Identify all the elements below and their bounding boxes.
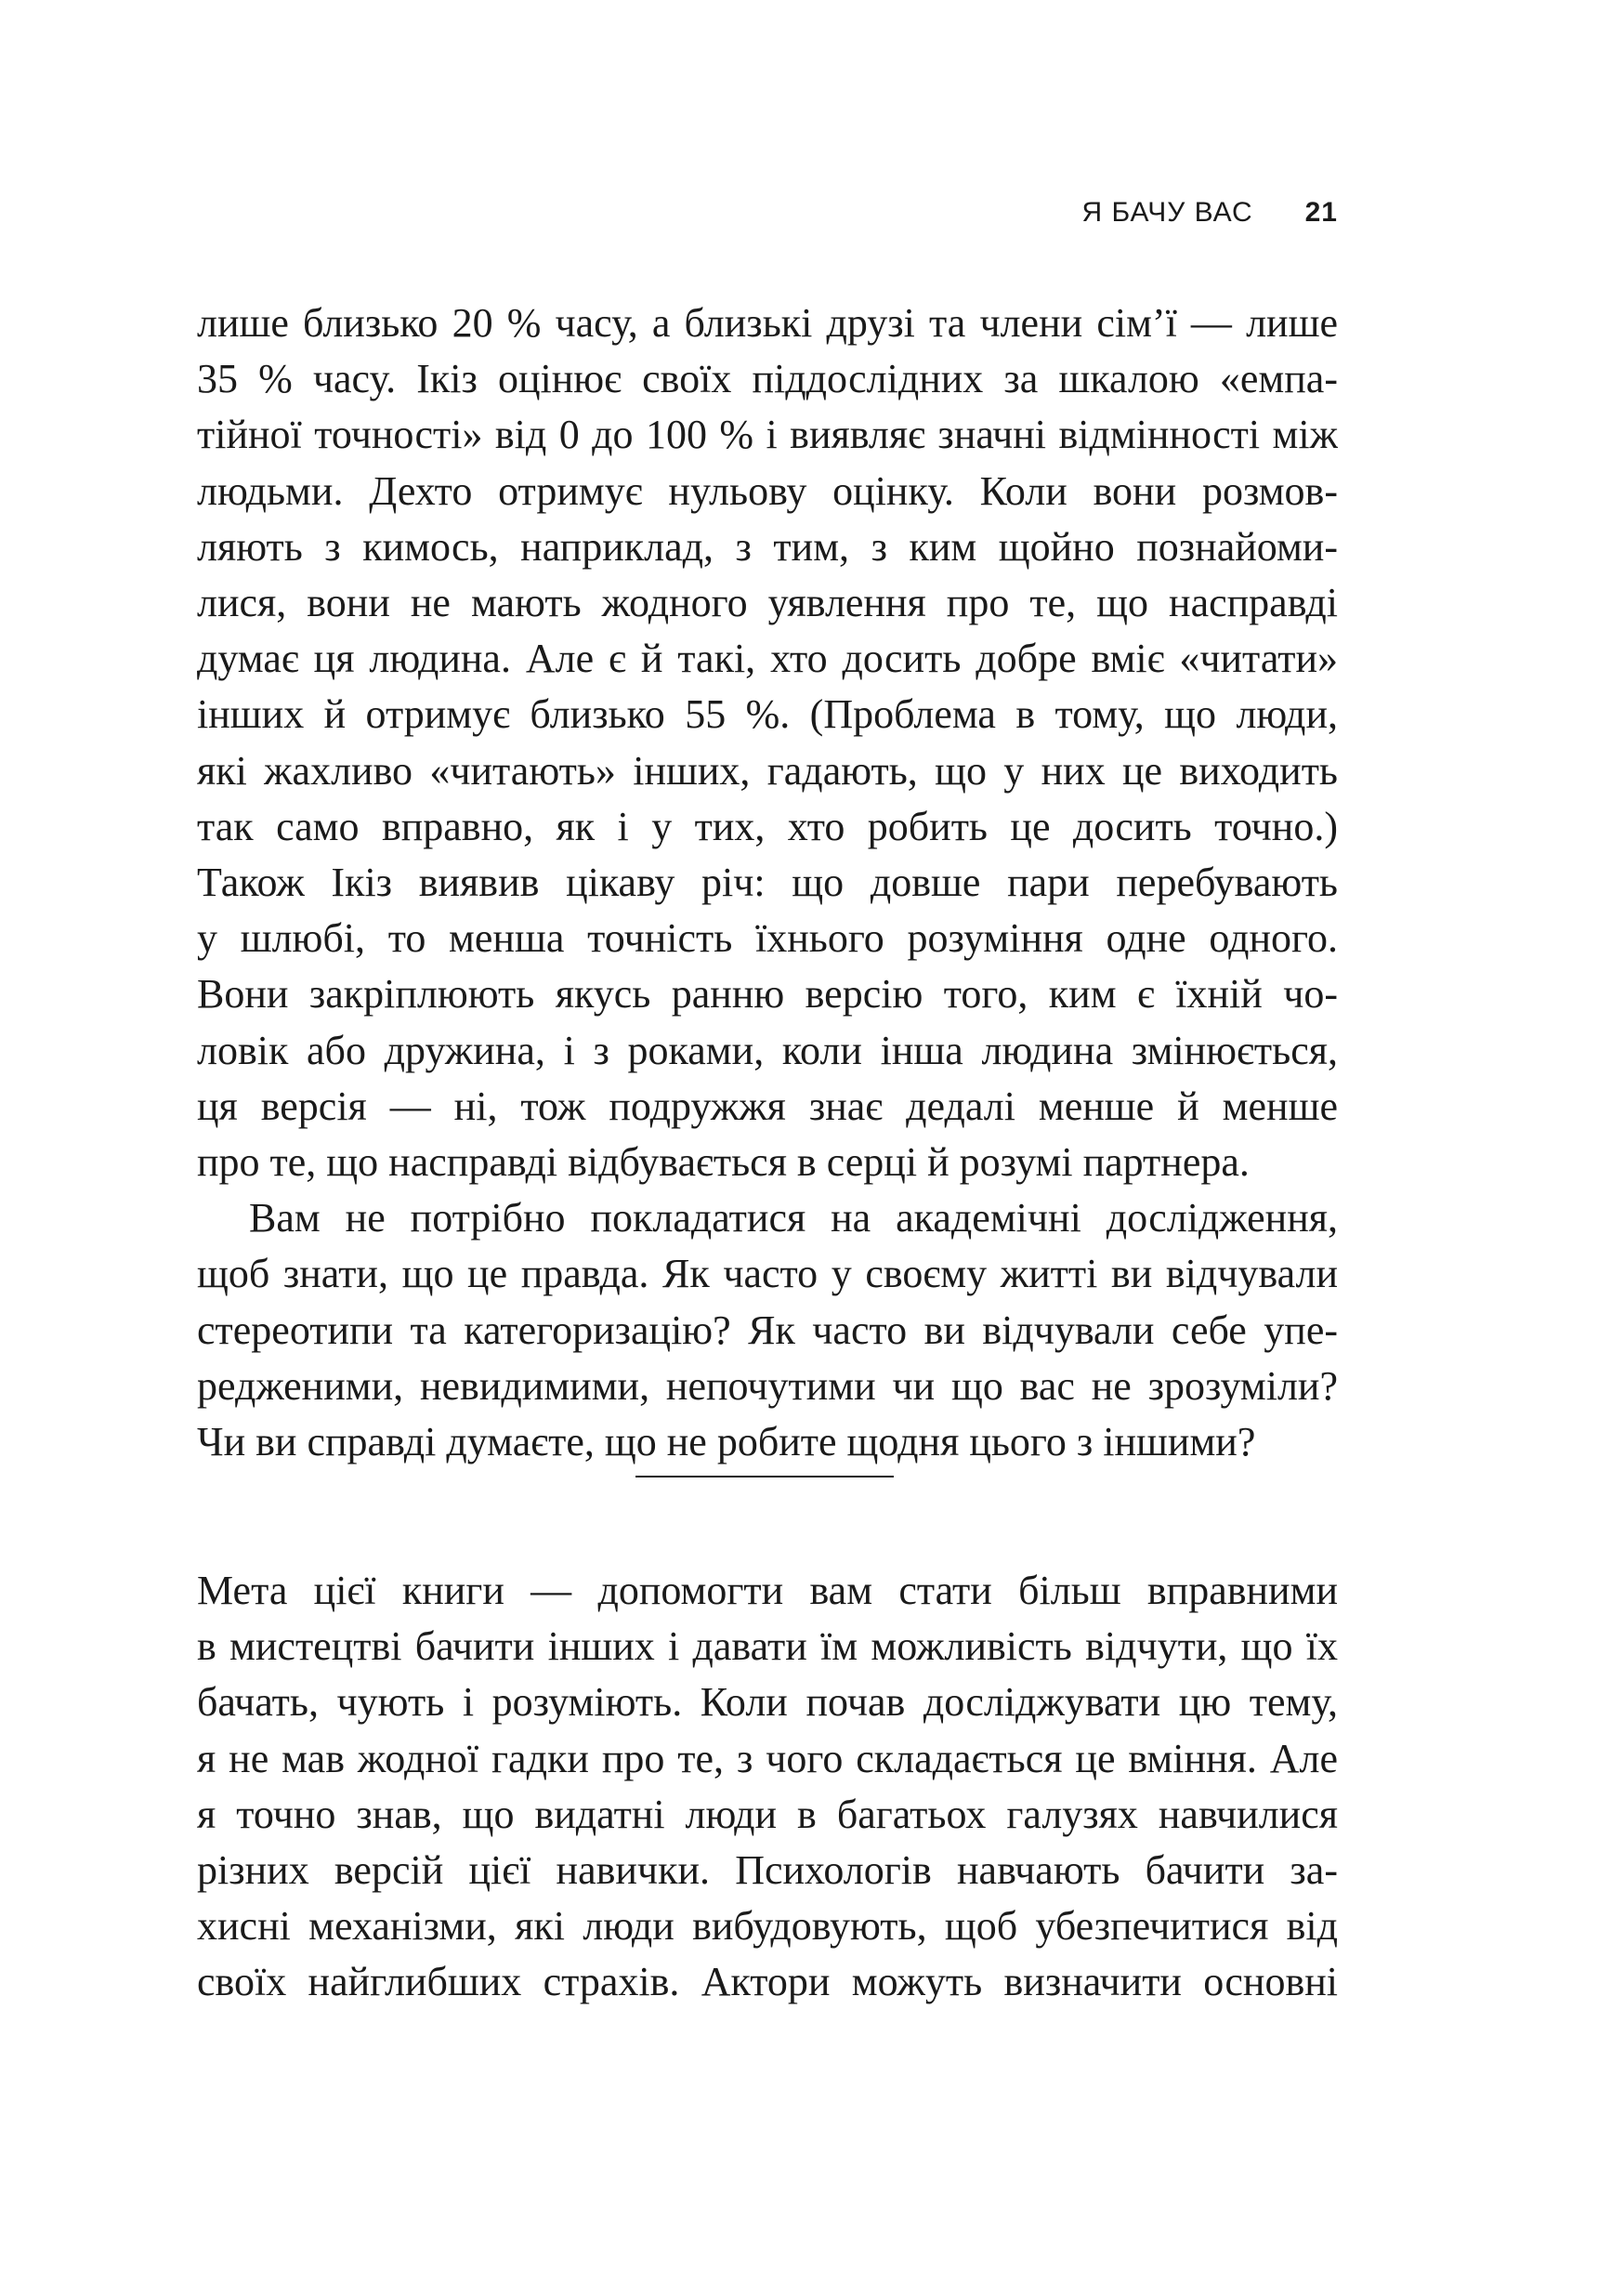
text-line: своїх найглибших страхів. Актори можуть визначити основні [197,1959,1338,2005]
body-text-top [197,295,1338,1470]
text-line: Чи ви справді думаєте, що не робите щодня цього з іншими? [197,1419,1256,1465]
text-line: людьми. Дехто отримує нульову оцінку. Коли вони розмов- [197,467,1338,514]
page-number: 21 [1304,197,1338,228]
text-line: так само вправно, як і у тих, хто робить це досить точно.) [197,803,1338,849]
text-line: про те, що насправді відбувається в серці й розумі партнера. [197,1139,1250,1186]
text-line: ляють з кимось, наприклад, з тим, з ким щойно познайоми- [197,523,1338,570]
running-header-title: Я БАЧУ ВАС [1081,197,1253,228]
text-line: тійної точності» від 0 до 100 % і виявляє значні відмінності між [197,412,1338,458]
text-line: Мета цієї книги — допомогти вам стати більш вправними [197,1568,1338,1613]
text-line: лися, вони не мають жодного уявлення про те, що насправді [197,580,1338,626]
text-line: щоб знати, що це правда. Як часто у своєму житті ви відчували [197,1251,1338,1297]
text-line: інших й отримує близько 55 %. (Проблема в тому, що люди, [197,691,1338,738]
text-line: у шлюбі, то менша точність їхнього розуміння одне одного. [197,915,1338,962]
text-line: Вам не потрібно покладатися на академічні дослідження, [249,1195,1338,1241]
text-line: різних версій цієї навички. Психологів навчають бачити за- [197,1847,1338,1894]
text-line: редженими, невидимими, непочутими чи що вас не зрозуміли? [197,1362,1338,1409]
body-text-bottom [197,1563,1338,2011]
running-header [1082,197,1339,229]
text-line: ловік або дружина, і з роками, коли інша людина змінюється, [197,1027,1338,1073]
text-line: Також Ікіз виявив цікаву річ: що довше пари перебувають [197,860,1338,906]
section-divider [635,1476,894,1477]
text-line: хисні механізми, які люди вибудовують, щоб убезпечитися від [197,1903,1338,1950]
text-line: 35 % часу. Ікіз оцінює своїх піддослідних за шкалою «емпа- [197,356,1338,402]
text-line: стереотипи та категоризацію? Як часто ви відчували себе упе- [197,1307,1338,1353]
text-line: бачать, чують і розуміють. Коли почав досліджувати цю тему, [197,1679,1338,1726]
text-line: думає ця людина. Але є й такі, хто досить добре вміє «читати» [197,636,1338,682]
text-line: в мистецтві бачити інших і давати їм можливість відчути, що їх [197,1623,1338,1670]
text-line: лише близько 20 % часу, а близькі друзі та члени сім’ї — лише [197,300,1338,346]
text-line: ця версія — ні, тож подружжя знає дедалі менше й менше [197,1083,1338,1129]
text-line: Вони закріплюють якусь ранню версію того, ким є їхній чо- [197,971,1338,1018]
text-line: я точно знав, що видатні люди в багатьох галузях навчилися [197,1791,1338,1837]
text-line: які жахливо «читають» інших, гадають, що у них це виходить [197,747,1338,794]
text-line: я не мав жодної гадки про те, з чого складається це вміння. Але [197,1735,1338,1781]
